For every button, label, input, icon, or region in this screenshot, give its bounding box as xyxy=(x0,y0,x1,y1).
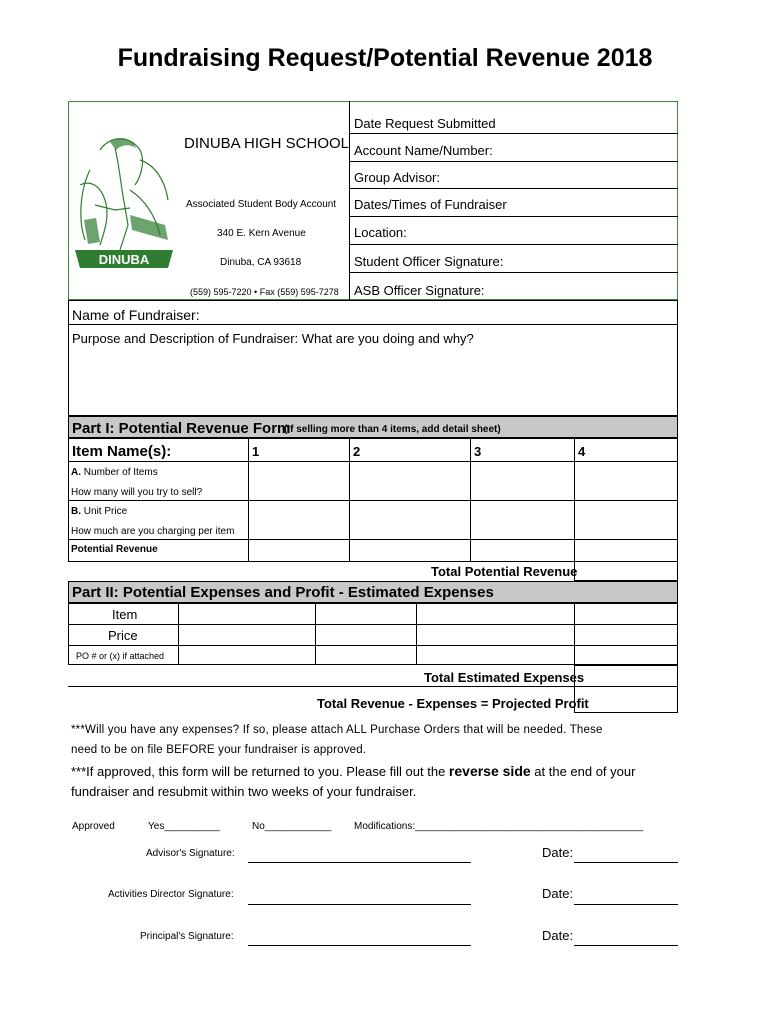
expense-price-label: Price xyxy=(108,628,138,643)
approved-note-2: fundraiser and resubmit within two weeks of your fundraiser. xyxy=(71,784,417,799)
col-2: 2 xyxy=(353,444,361,459)
field-location: Location: xyxy=(354,225,407,240)
activities-date-label: Date: xyxy=(542,886,574,901)
purpose-label: Purpose and Description of Fundraiser: What are you doing and why? xyxy=(72,331,474,346)
total-potential-revenue-box[interactable] xyxy=(574,561,678,581)
header-divider xyxy=(349,101,350,300)
row-a-sub: How many will you try to sell? xyxy=(71,487,203,498)
city-line: Dinuba, CA 93618 xyxy=(220,257,302,268)
activities-signature-line[interactable] xyxy=(248,904,471,905)
address-line: 340 E. Kern Avenue xyxy=(217,228,306,239)
total-expenses-box[interactable] xyxy=(574,665,678,687)
principal-signature-line[interactable] xyxy=(248,945,471,946)
principal-date-label: Date: xyxy=(542,928,574,943)
principal-date-line[interactable] xyxy=(574,945,678,946)
total-potential-revenue-label: Total Potential Revenue xyxy=(431,564,578,579)
field-date-submitted: Date Request Submitted xyxy=(354,116,496,131)
advisor-date-label: Date: xyxy=(542,845,574,860)
activities-date-line[interactable] xyxy=(574,904,678,905)
po-label: PO # or (x) if attached xyxy=(76,651,165,661)
expenses-note: ***Will you have any expenses? If so, please attach ALL Purchase Orders that will be needed. These xyxy=(71,724,603,736)
fundraiser-name-label: Name of Fundraiser: xyxy=(72,307,200,323)
activities-signature-label: Activities Director Signature: xyxy=(108,889,234,900)
account-line: Associated Student Body Account xyxy=(186,199,337,210)
projected-profit-box[interactable] xyxy=(574,686,678,713)
field-group-advisor: Group Advisor: xyxy=(354,170,440,185)
advisor-signature-line[interactable] xyxy=(248,862,471,863)
modifications-field[interactable]: Modifications:_________________________________________ xyxy=(354,821,644,832)
part1-title: Part I: Potential Revenue Form xyxy=(72,420,291,437)
field-account-name: Account Name/Number: xyxy=(354,143,493,158)
advisor-date-line[interactable] xyxy=(574,862,678,863)
field-asb-officer: ASB Officer Signature: xyxy=(354,283,485,298)
row-b-text: B. Unit Price xyxy=(71,506,128,517)
field-student-officer: Student Officer Signature: xyxy=(354,254,504,269)
projected-profit-label: Total Revenue - Expenses = Projected Profit xyxy=(317,696,589,711)
expense-item-label: Item xyxy=(112,607,138,622)
advisor-signature-label: Advisor's Signature: xyxy=(146,848,235,859)
row-b-sub: How much are you charging per item xyxy=(71,526,235,537)
total-estimated-expenses-label: Total Estimated Expenses xyxy=(424,670,585,685)
form-title: Fundraising Request/Potential Revenue 2018 xyxy=(117,44,653,72)
col-3: 3 xyxy=(474,444,482,459)
row-a-text: A. Number of Items xyxy=(71,467,158,478)
principal-signature-label: Principal's Signature: xyxy=(140,931,234,942)
potential-revenue-label: Potential Revenue xyxy=(71,544,158,555)
part2-title: Part II: Potential Expenses and Profit - Estimated Expenses xyxy=(72,584,494,601)
approved-note: ***If approved, this form will be returned to you. Please fill out the reverse side at the end of your xyxy=(71,763,636,779)
item-names-label: Item Name(s): xyxy=(72,443,172,460)
school-name: DINUBA HIGH SCHOOL xyxy=(184,135,350,152)
expenses-note-2: need to be on file BEFORE your fundraiser is approved. xyxy=(71,744,367,756)
col-4: 4 xyxy=(578,444,586,459)
logo-text: DINUBA xyxy=(98,252,150,267)
part1-note: (If selling more than 4 items, add detail sheet) xyxy=(284,424,501,435)
approved-no[interactable]: No____________ xyxy=(252,821,332,832)
col-1: 1 xyxy=(252,444,260,459)
phone-line: (559) 595-7220 • Fax (559) 595-7278 xyxy=(190,287,339,297)
field-dates-times: Dates/Times of Fundraiser xyxy=(354,197,507,212)
approved-label: Approved xyxy=(72,821,115,832)
school-logo xyxy=(70,130,178,272)
approved-yes[interactable]: Yes__________ xyxy=(148,821,220,832)
